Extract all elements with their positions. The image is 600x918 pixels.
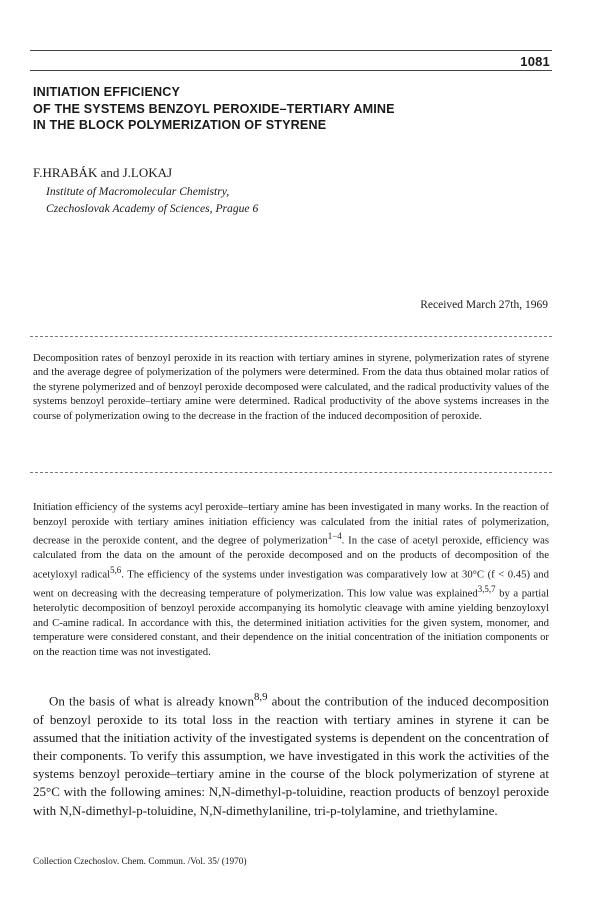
body-text: about the contribution of the induced decomposition of benzoyl peroxide to its total loss in the reaction with tertiary amines in styrene it can be assumed that the initiation activity of the investigated systems is dependent on the concentration of their components. To verify this assumption, we have investigated in this work the activities of the systems benzoyl peroxide–tertiary amine in the course of the block polymerization of styrene at 25°C with the following amines: N,N-dimethyl-p-toluidine, reaction products of benzoyl peroxide with N,N-dimethyl-p-toluidine, N,N-dimethylaniline, tri-p-tolylamine, and triethylamine. [33,693,549,818]
body-paragraph-1 [33,500,549,660]
top-rule [30,50,552,51]
body-text: . In the case of acetyl peroxide, efficiency was calculated from the data on the amount of the peroxide decomposed and on the products of decomposition of the acetyloxyl radical [33,534,549,581]
abstract-bottom-rule [30,472,552,473]
journal-footer: Collection Czechoslov. Chem. Commun. /Vol. 35/ (1970) [33,857,247,867]
header-rule [30,70,552,71]
title-line: IN THE BLOCK POLYMERIZATION OF STYRENE [33,118,327,132]
article-title [33,84,553,134]
affiliation [46,184,258,217]
reference-superscript: 5,6 [110,564,122,575]
abstract: Decomposition rates of benzoyl peroxide in its reaction with tertiary amines in styrene, polymerization rates of styrene and the average degree of polymerization of the polymers were determined. From the data thus obtained molar ratios of the styrene polymerized and of benzoyl peroxide decomposed were calculated, and the radical productivity values of the systems benzoyl peroxide–tertiary amine were determined. Radical productivity of the above systems increases in the course of polymerization owing to the decrease in the fraction of the induced decomposition of peroxide. [33,352,549,422]
received-date: Received March 27th, 1969 [420,299,548,311]
body-text: by a partial heterolytic decomposition of benzoyl peroxide accompanying its homolytic cleavage with amine yielding benzoyloxyl and C-amine radical. In accordance with this, the determined initiation activities for the given system, monomer, and temperature were considered constant, and their dependence on the initial concentration of the initiation components or on the reaction time was not investigated. [33,587,549,659]
body-text: Initiation efficiency of the systems acyl peroxide–tertiary amine has been investigated in many works. In the reaction of benzoyl peroxide with tertiary amines initiation efficiency was calculated from the initial rates of polymerization, decrease in the peroxide content, and the degree of polymerization [33,501,549,547]
abstract-top-rule [30,336,552,337]
body-paragraph-2 [33,688,549,820]
body-text: . The efficiency of the systems under investigation was comparatively low at 30°C (f < 0.45) and went on decreasing with the decreasing temperature of polymerization. This low value was explained [33,568,549,600]
page-number: 1081 [520,54,550,69]
authors: F.HRABÁK and J.LOKAJ [33,165,173,180]
reference-superscript: 3,5,7 [477,584,496,595]
body-text: On the basis of what is already known [49,693,254,709]
reference-superscript: 8,9 [253,691,268,703]
title-line: OF THE SYSTEMS BENZOYL PEROXIDE–TERTIARY AMINE [33,101,395,116]
reference-superscript: 1−4 [327,531,342,542]
title-line: INITIATION EFFICIENCY [33,85,181,99]
affiliation-line: Czechoslovak Academy of Sciences, Prague 6 [46,201,259,215]
affiliation-line: Institute of Macromolecular Chemistry, [46,185,230,198]
